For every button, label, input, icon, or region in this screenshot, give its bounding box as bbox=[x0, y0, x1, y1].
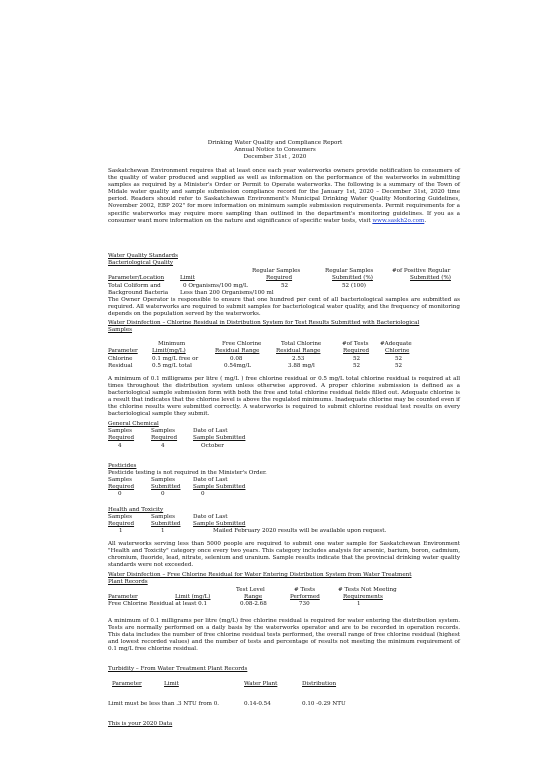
gc-h-samples: Samples bbox=[108, 428, 133, 434]
fc-h-range: Range bbox=[244, 594, 263, 600]
health-submitted-value: 1 bbox=[161, 528, 165, 534]
h-submitted-2: Submitted (%) bbox=[410, 275, 451, 281]
health-h-samples: Samples bbox=[108, 514, 133, 520]
pest-submitted-value: 0 bbox=[161, 491, 165, 497]
h-free-residual-range: Residual Range bbox=[215, 348, 260, 354]
report-title: Drinking Water Quality and Compliance Report bbox=[207, 140, 343, 146]
health-heading: Health and Toxicity bbox=[108, 507, 164, 513]
turb-h-distribution: Distribution bbox=[302, 681, 337, 687]
saskh2o-link[interactable]: www.saskh2o.com bbox=[372, 217, 425, 224]
row-background-bacteria: Background Bacteria bbox=[108, 290, 169, 296]
pest-h-sample-submitted: Sample Submitted bbox=[193, 484, 246, 490]
chlorine-dist-note: A minimum of 0.1 milligrams per litre ( mg/L ) free chlorine residual or 0.5 mg/L total chlorine residual is required at all times throughout the distribution system unless otherwise approved. A proper chlorine submission is defined as a bacteriological sample submission form with both the free and total chlorine residual fields filled out. Adequate chlorine is a result that indicates that the chlorine level is above the regulated minimums. Inadequate chlorine may be counted even if the chlorine results were submitted correctly. A waterworks is required to submit chlorine residual test results on every bacteriological sample they submit. bbox=[108, 376, 460, 418]
turb-h-water-plant: Water Plant bbox=[244, 681, 278, 687]
gc-date-value: October bbox=[201, 443, 224, 449]
fc-h-not-meeting: # Tests Not Meeting bbox=[338, 587, 397, 593]
pest-h-required: Required bbox=[108, 484, 135, 490]
health-h-sample-submitted: Sample Submitted bbox=[193, 521, 246, 527]
pesticides-note: Pesticide testing is not required in the Minister's Order. bbox=[108, 470, 267, 476]
row-chlorine-adequate: 52 bbox=[395, 356, 403, 362]
fc-row-performed: 730 bbox=[299, 601, 310, 607]
row-total-coliform-submitted: 52 (100) bbox=[342, 283, 366, 289]
pest-h-samples-2: Samples bbox=[151, 477, 176, 483]
pest-h-submitted: Submitted bbox=[151, 484, 181, 490]
footer-data-year: This is your 2020 Data bbox=[108, 721, 173, 727]
chlorine-dist-heading-1: Water Disinfection – Chlorine Residual in Distribution System for Test Results Submitted with Bacteriological bbox=[108, 320, 420, 326]
report-date: December 31st , 2020 bbox=[243, 154, 307, 160]
h-num-tests: #of Tests bbox=[342, 341, 369, 347]
row-chlorine-total: 2.53 bbox=[292, 356, 305, 362]
pest-h-samples: Samples bbox=[108, 477, 133, 483]
h-free-chlorine: Free Chlorine bbox=[222, 341, 262, 347]
pest-required-value: 0 bbox=[118, 491, 122, 497]
intro-text: Saskatchewan Environment requires that at least once each year waterworks owners provide notification to consumers of the quality of water produced and supplied as well as information on the performance of the waterworks in submitting samples as required by a Minister's Order or Permit to Operate waterworks. The following is a summary of the Town of Midale water quality and sample submission compliance record for the January 1st, 2020 – December 31st, 2020 time period. Readers should refer to Saskatchewan Environment's Municipal Drinking Water Quality Monitoring Guidelines, November 2002, EBP 202" for more information on minimum sample submission requirements. Permit requirements for a specific waterworks may require more sampling than outlined in the department's monitoring guidelines. If you as a consumer want more information on the nature and significance of specific water tests, visit bbox=[108, 168, 460, 224]
chlorine-dist-heading-2: Samples bbox=[108, 327, 133, 333]
h-total-chlorine: Total Chlorine bbox=[281, 341, 322, 347]
row-residual-adequate: 52 bbox=[395, 363, 403, 369]
report-subtitle: Annual Notice to Consumers bbox=[234, 147, 316, 153]
fc-h-tests: # Tests bbox=[294, 587, 316, 593]
health-h-date: Date of Last bbox=[193, 514, 228, 520]
fc-row-not-meeting: 1 bbox=[357, 601, 361, 607]
row-background-bacteria-limit: Less than 200 Organisms/100 ml bbox=[180, 290, 274, 296]
fc-h-limit: Limit (mg/L) bbox=[175, 594, 211, 600]
col-regular-samples: Regular Samples bbox=[252, 268, 301, 274]
pest-h-date: Date of Last bbox=[193, 477, 228, 483]
h-minimum: Minimum bbox=[158, 341, 186, 347]
free-chlorine-note: A minimum of 0.1 milligrams per litre (mg/L) free chlorine residual is required for water entering the distribution system. Tests are normally performed on a daily basis by the waterworks operator and are to be recorded in operation records. This data includes the number of free chlorine residual tests performed, the overall range of free chlorine residual (highest and lowest recorded values) and the number of tests and percentage of results not meeting the minimum requirement of 0.1 mg/L free chlorine residual. bbox=[108, 618, 460, 653]
intro-paragraph bbox=[108, 168, 460, 225]
health-required-value: 1 bbox=[119, 528, 123, 534]
h-required: Required bbox=[266, 275, 293, 281]
h-parameter: Parameter bbox=[108, 348, 138, 354]
gc-h-samples-2: Samples bbox=[151, 428, 176, 434]
health-h-required: Required bbox=[108, 521, 135, 527]
fc-h-test-level: Test Level bbox=[236, 587, 265, 593]
row-total-coliform-required: 52 bbox=[281, 283, 289, 289]
water-quality-heading: Water Quality Standards bbox=[108, 253, 178, 259]
col-positive: #of Positive Regular bbox=[392, 268, 451, 274]
turbidity-heading: Turbidity – From Water Treatment Plant Records bbox=[108, 666, 248, 672]
fc-row-range: 0.08-2.68 bbox=[240, 601, 267, 607]
turb-h-limit: Limit bbox=[164, 681, 179, 687]
h-submitted: Submitted (%) bbox=[332, 275, 373, 281]
h-limit-mgl: Limit(mg/L) bbox=[152, 348, 186, 354]
row-residual-total: 3.88 mg/l bbox=[288, 363, 315, 369]
row-chlorine-free: 0.08 bbox=[230, 356, 243, 362]
col-regular-samples-2: Regular Samples bbox=[325, 268, 374, 274]
row-total-coliform: Total Coliform and bbox=[108, 283, 161, 289]
h-total-residual-range: Residual Range bbox=[276, 348, 321, 354]
health-h-samples-2: Samples bbox=[151, 514, 176, 520]
h-limit: Limit bbox=[180, 275, 195, 281]
fc-h-performed: Performed bbox=[290, 594, 320, 600]
turb-row-distribution: 0.10 -0.29 NTU bbox=[302, 701, 346, 707]
row-total-coliform-limit: 0 Organisms/100 mg/L bbox=[183, 283, 248, 289]
intro-text-end: . bbox=[424, 217, 427, 224]
health-date-value: Mailed February 2020 results will be available upon request. bbox=[213, 528, 387, 534]
h-param-location: Parameter/Location bbox=[108, 275, 165, 281]
free-chlorine-heading-2: Plant Records bbox=[108, 579, 148, 585]
gc-h-required-2: Required bbox=[151, 435, 178, 441]
row-chlorine-param: Chlorine bbox=[108, 356, 133, 362]
row-residual-tests: 52 bbox=[353, 363, 361, 369]
fc-row-param: Free Chlorine Residual at least 0.1 bbox=[108, 601, 208, 607]
row-chlorine-tests: 52 bbox=[353, 356, 361, 362]
bacteriological-heading: Bacteriological Quality bbox=[108, 260, 174, 266]
pesticides-heading: Pesticides bbox=[108, 463, 137, 469]
gc-submitted-value: 4 bbox=[161, 443, 165, 449]
turb-row-plant: 0.14-0.54 bbox=[244, 701, 271, 707]
gc-h-required: Required bbox=[108, 435, 135, 441]
row-residual-limit: 0.5 mg/L total bbox=[152, 363, 192, 369]
gc-required-value: 4 bbox=[118, 443, 122, 449]
fc-h-parameter: Parameter bbox=[108, 594, 138, 600]
turb-row-limit: Limit must be less than .3 NTU from 0. bbox=[108, 701, 220, 707]
h-adequate: #Adequate bbox=[380, 341, 412, 347]
h-tests-required: Required bbox=[343, 348, 370, 354]
gc-h-sample-submitted: Sample Submitted bbox=[193, 435, 246, 441]
row-residual-free: 0.54mg/L bbox=[224, 363, 251, 369]
gc-h-date: Date of Last bbox=[193, 428, 228, 434]
health-h-submitted: Submitted bbox=[151, 521, 181, 527]
health-note: All waterworks serving less than 5000 people are required to submit one water sample for Saskatchewan Environment "Health and Toxicity" category once every two years. This category includes analysis for arsenic, barium, boron, cadmium, chromium, fluoride, lead, nitrate, selenium and uranium. Sample results indicate that the provincial drinking water quality standards were not exceeded. bbox=[108, 541, 460, 569]
h-adequate-chlorine: Chlorine bbox=[385, 348, 410, 354]
fc-h-requirements: Requirements bbox=[343, 594, 383, 600]
turb-h-parameter: Parameter bbox=[112, 681, 142, 687]
row-chlorine-limit: 0.1 mg/L free or bbox=[152, 356, 199, 362]
pest-date-value: 0 bbox=[201, 491, 205, 497]
bacteriological-note: The Owner Operator is responsible to ensure that one hundred per cent of all bacteriological samples are submitted as required. All waterworks are required to submit samples for bacteriological water quality, and the frequency of monitoring depends on the population served by the waterworks. bbox=[108, 297, 460, 318]
general-chemical-heading: General Chemical bbox=[108, 421, 159, 427]
free-chlorine-heading-1: Water Disinfection – Free Chlorine Residual for Water Entering Distribution System from Water Treatment bbox=[108, 572, 412, 578]
row-residual-param: Residual bbox=[108, 363, 133, 369]
